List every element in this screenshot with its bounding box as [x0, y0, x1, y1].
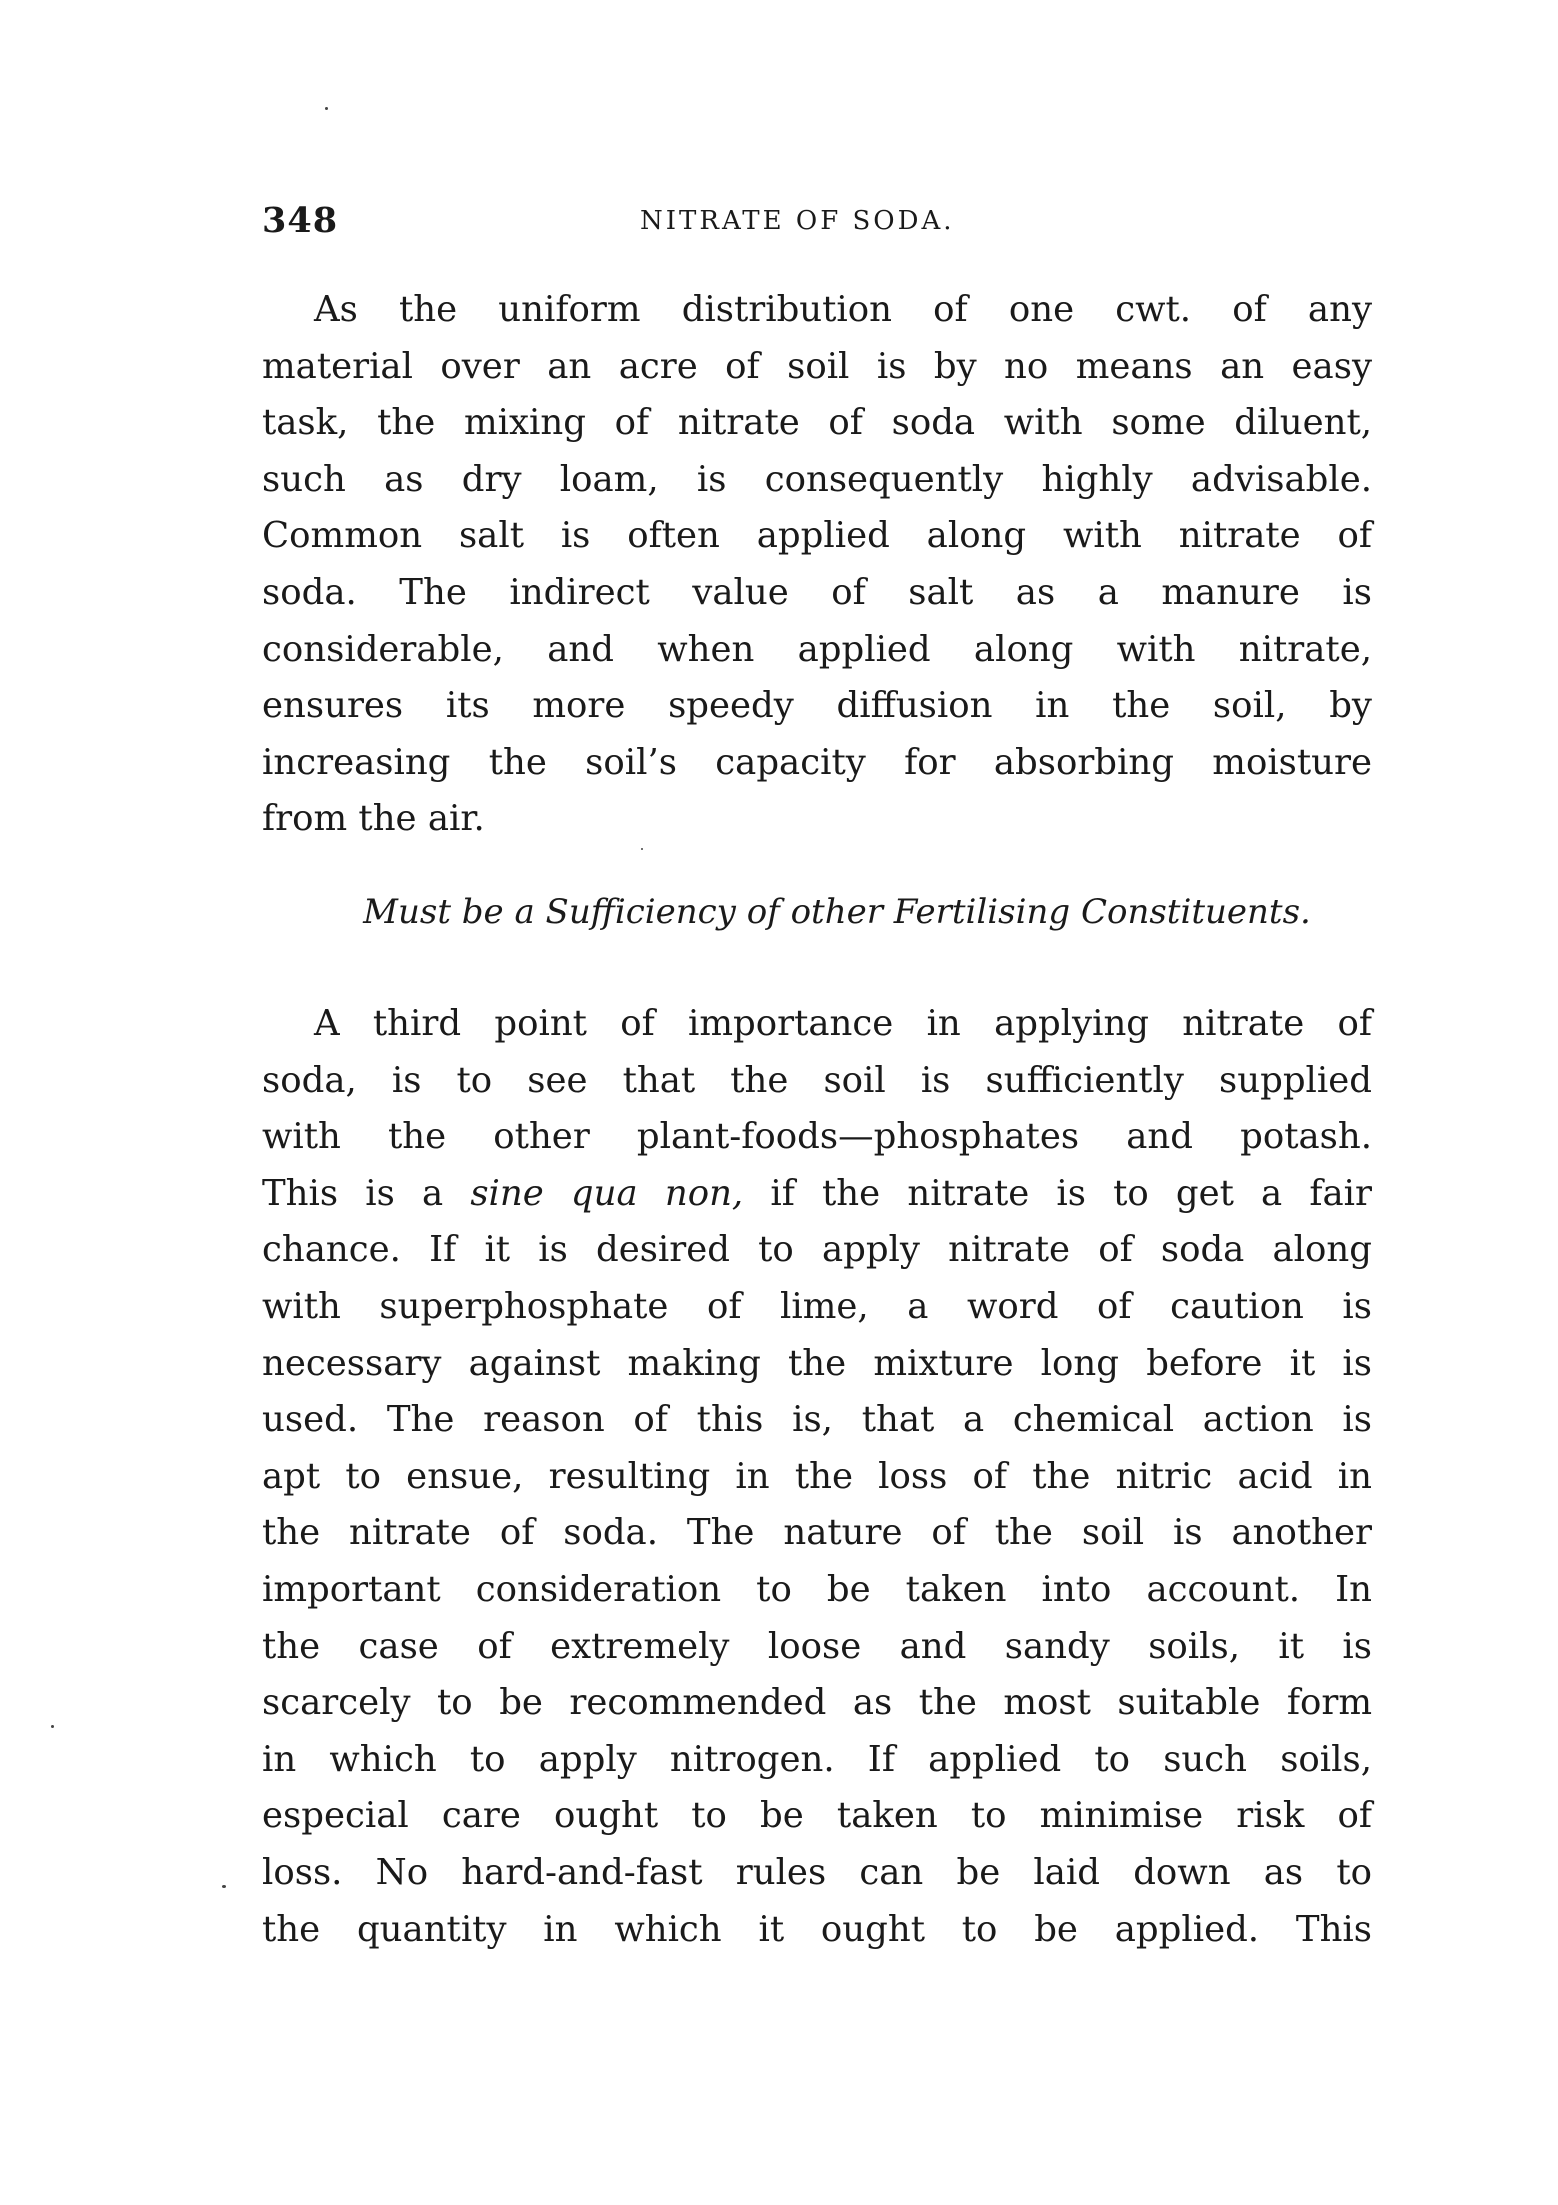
- text-line: especial care ought to be taken to minimise risk of: [262, 1795, 1372, 1837]
- text-line: soda. The indirect value of salt as a manure is: [262, 571, 1372, 613]
- italic-phrase: sine qua non,: [470, 1172, 744, 1214]
- text-line: with superphosphate of lime, a word of caution is: [262, 1285, 1372, 1327]
- page-number: 348: [262, 200, 339, 241]
- text-line: A third point of importance in applying nitrate of: [314, 1003, 1372, 1044]
- text-line: apt to ensue, resulting in the loss of the nitric acid in: [262, 1455, 1372, 1497]
- text-line: such as dry loam, is consequently highly advisable.: [262, 458, 1372, 500]
- text-line: ensures its more speedy diffusion in the soil, by: [262, 685, 1372, 727]
- text-fragment: This is a: [262, 1172, 471, 1214]
- text-line: material over an acre of soil is by no means an easy: [262, 345, 1372, 387]
- text-line: necessary against making the mixture long before it is: [262, 1342, 1372, 1384]
- text-line: task, the mixing of nitrate of soda with some diluent,: [262, 402, 1372, 444]
- text-line: important consideration to be taken into account. In: [262, 1568, 1372, 1610]
- section-subheading: Must be a Sufficiency of other Fertilising Constituents.: [363, 892, 1311, 932]
- text-line: Common salt is often applied along with nitrate of: [262, 515, 1372, 557]
- running-head: NITRATE OF SODA.: [640, 206, 955, 236]
- text-line: the nitrate of soda. The nature of the soil is another: [262, 1512, 1372, 1554]
- text-line: soda, is to see that the soil is sufficiently supplied: [262, 1059, 1372, 1101]
- ink-speck: [325, 107, 328, 110]
- text-line: As the uniform distribution of one cwt. of any: [314, 289, 1372, 330]
- text-line: [262, 1166, 1372, 1223]
- text-line: the quantity in which it ought to be applied. This: [262, 1908, 1372, 1950]
- ink-speck: [222, 1885, 226, 1888]
- text-line: with the other plant-foods—phosphates and potash.: [262, 1116, 1372, 1158]
- text-line: considerable, and when applied along with nitrate,: [262, 628, 1372, 670]
- text-line: from the air.: [262, 798, 485, 840]
- text-fragment: if the nitrate is to get a fair: [743, 1172, 1372, 1214]
- paragraph-2: [262, 996, 1372, 1958]
- text-line: scarcely to be recommended as the most suitable form: [262, 1682, 1372, 1724]
- text-line: in which to apply nitrogen. If applied to such soils,: [262, 1738, 1372, 1780]
- text-line: increasing the soil’s capacity for absorbing moisture: [262, 741, 1372, 783]
- ink-speck: [51, 1725, 54, 1728]
- paragraph-1: [262, 282, 1372, 848]
- text-line: the case of extremely loose and sandy soils, it is: [262, 1625, 1372, 1667]
- text-line: used. The reason of this is, that a chemical action is: [262, 1399, 1372, 1441]
- ink-speck: [641, 848, 643, 850]
- text-line: loss. No hard-and-fast rules can be laid down as to: [262, 1851, 1372, 1893]
- text-line: chance. If it is desired to apply nitrate of soda along: [262, 1229, 1372, 1271]
- page-header: [262, 200, 1372, 250]
